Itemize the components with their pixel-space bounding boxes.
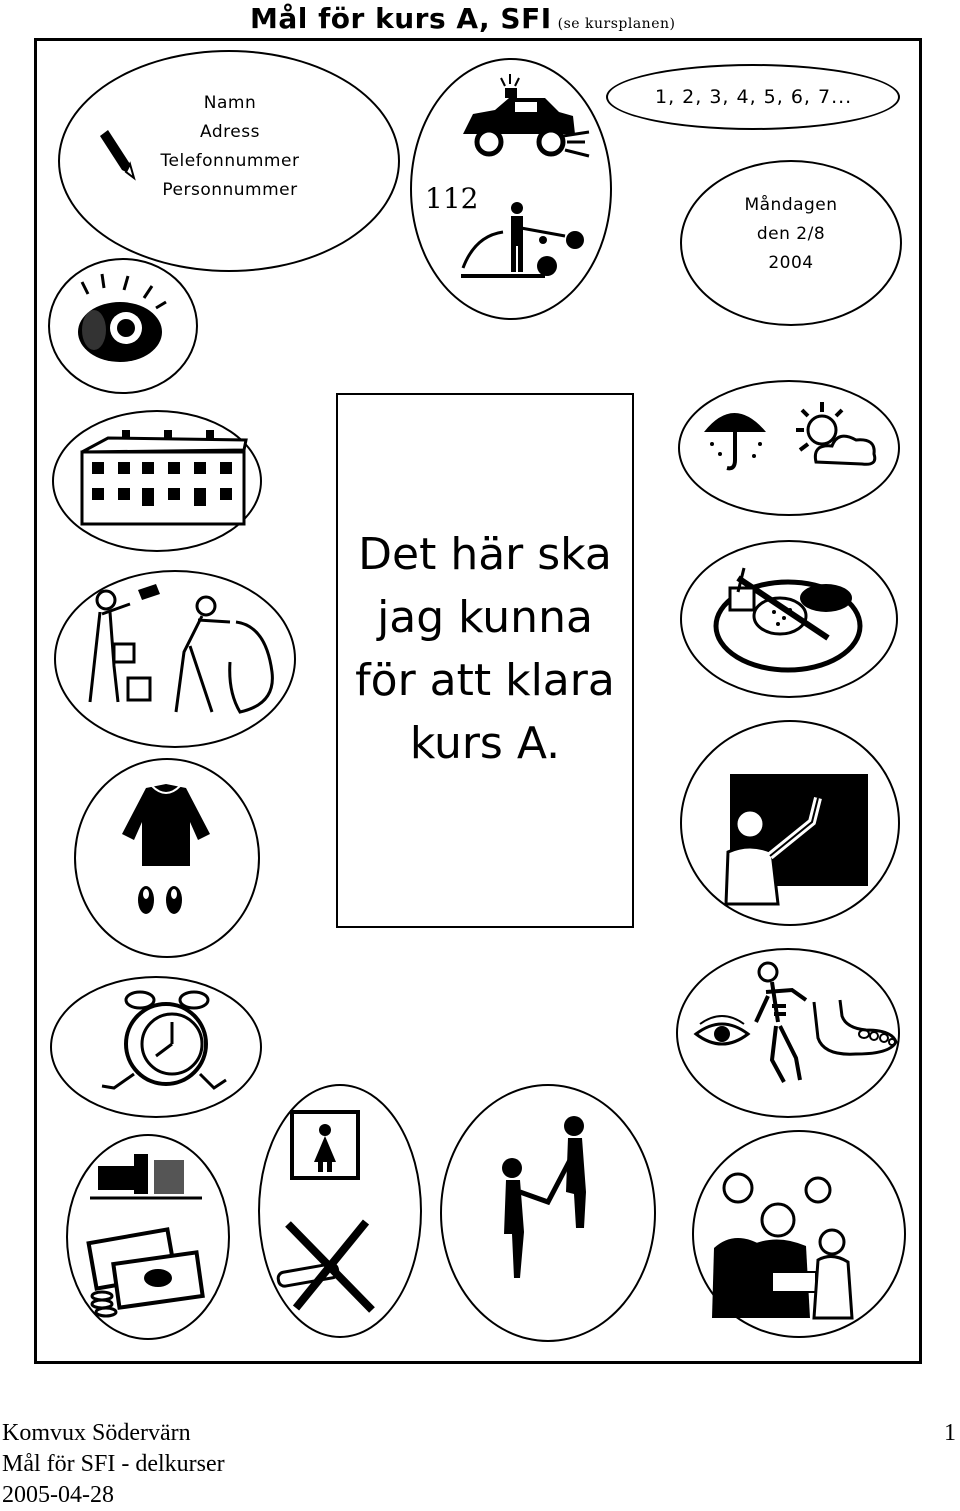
- footer-date: 2005-04-28: [2, 1482, 114, 1508]
- police-car-icon: [455, 70, 595, 170]
- clothes-icon: [116, 782, 216, 922]
- numbers-text: 1, 2, 3, 4, 5, 6, 7...: [655, 86, 853, 108]
- goal-statement: [338, 523, 632, 775]
- footer-school: Komvux Södervärn: [2, 1420, 191, 1446]
- page-title: [250, 2, 675, 35]
- date-text: [720, 191, 862, 278]
- goal-line-1: Det här ska: [358, 529, 612, 580]
- footer-document: Mål för SFI - delkurser: [2, 1451, 225, 1477]
- goal-line-4: kurs A.: [409, 718, 561, 769]
- title-text: Mål för kurs A, SFI: [250, 2, 552, 35]
- page-number: 1: [944, 1420, 956, 1446]
- apartment-building-icon: [78, 428, 248, 528]
- foot-icon: [806, 998, 900, 1060]
- goal-line-3: för att klara: [355, 655, 615, 706]
- eye-icon: [694, 1014, 750, 1054]
- title-note: (se kursplanen): [557, 16, 676, 32]
- skeleton-icon: [752, 962, 812, 1090]
- alarm-clock-icon: [94, 984, 234, 1104]
- personal-info-line-address: Adress: [200, 122, 260, 142]
- footer: [2, 1418, 225, 1511]
- firefighter-icon: [455, 196, 595, 296]
- shopping-money-icon: [82, 1146, 212, 1324]
- pencil-icon: [96, 130, 136, 180]
- personal-info-line-phone: Telefonnummer: [160, 151, 300, 171]
- personal-info-line-name: Namn: [203, 93, 257, 113]
- date-line-weekday: Måndagen: [744, 195, 838, 215]
- goal-line-2: jag kunna: [377, 592, 593, 643]
- food-plate-icon: [708, 558, 868, 678]
- family-icon: [706, 1168, 866, 1318]
- goal-statement-box: [336, 393, 634, 928]
- sun-cloud-icon: [786, 400, 882, 472]
- telephone-icon: [70, 272, 180, 372]
- restroom-sign-icon: [290, 1110, 360, 1180]
- personal-info-text: [140, 89, 320, 205]
- workers-icon: [80, 582, 280, 722]
- personal-info-line-personal-number: Personnummer: [162, 180, 298, 200]
- no-smoking-icon: [272, 1218, 382, 1314]
- teacher-blackboard-icon: [712, 772, 872, 904]
- handshake-icon: [490, 1108, 610, 1298]
- umbrella-icon: [700, 398, 770, 478]
- date-line-year: 2004: [768, 253, 814, 273]
- emergency-number: 112: [425, 182, 479, 215]
- date-line-day: den 2/8: [756, 224, 826, 244]
